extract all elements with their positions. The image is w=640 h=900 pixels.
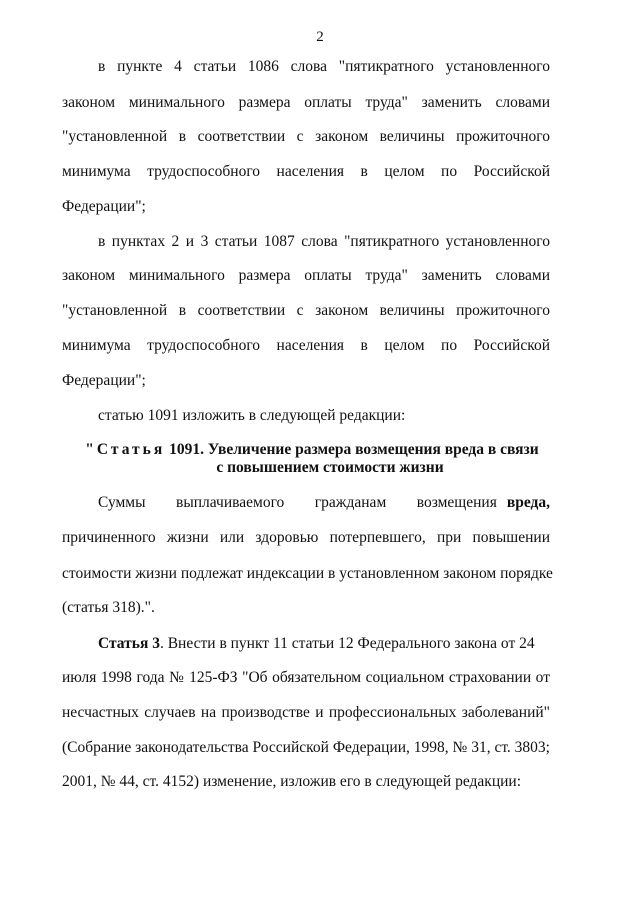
para2-line4: минимума трудоспособного населения в целом по Российской xyxy=(62,337,550,354)
para5-line5: 2001, № 44, ст. 4152) изменение, изложив его в следующей редакции: xyxy=(62,773,522,790)
para5-line1 xyxy=(98,634,550,654)
article-heading-line1 xyxy=(68,440,556,460)
para1-line4: минимума трудоспособного населения в целом по Российской xyxy=(62,163,550,180)
para1-line1: в пункте 4 статьи 1086 слова "пятикратного установленного xyxy=(98,58,550,75)
article-heading-line2: с повышением стоимости жизни xyxy=(216,459,444,476)
para5-line4: (Собрание законодательства Российской Федерации, 1998, № 31, ст. 3803; xyxy=(62,739,550,756)
para5-bold-label: Статья 3 xyxy=(98,635,160,652)
para5-line3: несчастных случаев на производстве и профессиональных заболеваний" xyxy=(62,704,550,721)
article-heading-title: 1091. Увеличение размера возмещения вреда в связи xyxy=(165,441,539,458)
para4-line3: стоимости жизни подлежат индексации в установленном законом порядке xyxy=(62,565,553,582)
para1-line2: законом минимального размера оплаты труда" заменить словами xyxy=(62,94,550,111)
para2-line2: законом минимального размера оплаты труда" заменить словами xyxy=(62,267,550,284)
para1-line5: Федерации"; xyxy=(62,198,146,215)
para4-line1-text: Суммы выплачиваемого гражданам возмещения xyxy=(98,494,497,511)
para1-line3: "установленной в соответствии с законом величины прожиточного xyxy=(62,128,550,145)
page-number: 2 xyxy=(316,29,324,45)
article-heading-prefix: "Статья xyxy=(85,441,166,458)
para4-line1-bold: вреда, xyxy=(506,494,550,511)
para4-line2: причиненного жизни или здоровью потерпевшего, при повышении xyxy=(62,529,550,546)
para5-line1-text: . Внести в пункт 11 статьи 12 Федерального закона от 24 xyxy=(159,635,535,652)
para5-line2: июля 1998 года № 125-ФЗ "Об обязательном социальном страховании от xyxy=(62,669,550,686)
para2-line1: в пунктах 2 и 3 статьи 1087 слова "пятикратного установленного xyxy=(98,233,550,250)
para4-line1 xyxy=(98,493,550,513)
para4-line4: (статья 318).". xyxy=(62,599,155,616)
para2-line3: "установленной в соответствии с законом величины прожиточного xyxy=(62,302,550,319)
para2-line5: Федерации"; xyxy=(62,372,146,389)
para3-line1: статью 1091 изложить в следующей редакции: xyxy=(98,407,406,424)
